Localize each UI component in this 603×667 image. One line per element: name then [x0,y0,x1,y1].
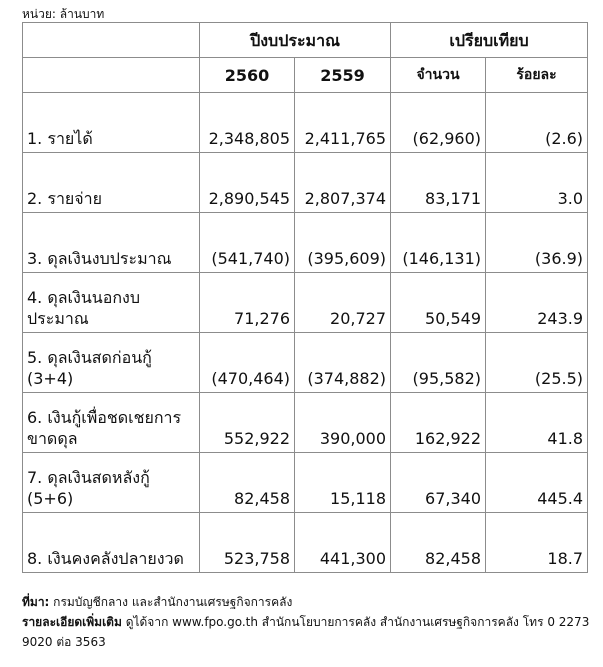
table-row [23,213,588,273]
cell-percent: (2.6) [486,93,588,153]
cell-amount: 82,458 [391,513,486,573]
cell-2560: 552,922 [200,393,295,453]
cell-2560: 82,458 [200,453,295,513]
cell-2559: (395,609) [295,213,391,273]
cell-amount: 67,340 [391,453,486,513]
row-label: 2. รายจ่าย [23,153,200,213]
cell-2560: 2,890,545 [200,153,295,213]
header-row-columns [23,58,588,93]
source-text: กรมบัญชีกลาง และสำนักงานเศรษฐกิจการคลัง [49,595,293,609]
row-label: 7. ดุลเงินสดหลังกู้ (5+6) [23,453,200,513]
fiscal-table [22,22,588,573]
table-row [23,333,588,393]
cell-amount: (95,582) [391,333,486,393]
cell-percent: 41.8 [486,393,588,453]
cell-2560: (541,740) [200,213,295,273]
cell-amount: 162,922 [391,393,486,453]
table-row [23,273,588,333]
header-year-2559: 2559 [295,58,391,93]
cell-percent: (36.9) [486,213,588,273]
cell-amount: (62,960) [391,93,486,153]
cell-2559: 15,118 [295,453,391,513]
cell-2560: (470,464) [200,333,295,393]
detail-text: ดูได้จาก www.fpo.go.th สำนักนโยบายการคลัง สำนักงานเศรษฐกิจการคลัง โทร 0 2273 9020 ต่อ 3563 [22,615,590,649]
cell-percent: 445.4 [486,453,588,513]
header-year-2560: 2560 [200,58,295,93]
cell-2560: 71,276 [200,273,295,333]
row-label: 6. เงินกู้เพื่อชดเชยการขาดดุล [23,393,200,453]
row-label: 4. ดุลเงินนอกงบประมาณ [23,273,200,333]
cell-percent: 18.7 [486,513,588,573]
table-row [23,153,588,213]
cell-percent: (25.5) [486,333,588,393]
header-blank [23,23,200,58]
header-amount: จำนวน [391,58,486,93]
table-row [23,393,588,453]
table-row [23,453,588,513]
cell-amount: 83,171 [391,153,486,213]
cell-2559: 390,000 [295,393,391,453]
cell-2560: 2,348,805 [200,93,295,153]
header-budget-year: ปีงบประมาณ [200,23,391,58]
cell-2559: 20,727 [295,273,391,333]
cell-percent: 3.0 [486,153,588,213]
source-line [22,592,592,612]
table-row [23,93,588,153]
cell-2559: 2,411,765 [295,93,391,153]
row-label: 3. ดุลเงินงบประมาณ [23,213,200,273]
cell-amount: 50,549 [391,273,486,333]
row-label: 5. ดุลเงินสดก่อนกู้ (3+4) [23,333,200,393]
header-comparison: เปรียบเทียบ [391,23,588,58]
cell-2559: 441,300 [295,513,391,573]
cell-2559: 2,807,374 [295,153,391,213]
table-row [23,513,588,573]
footer-notes [22,592,592,652]
cell-amount: (146,131) [391,213,486,273]
detail-line [22,612,592,652]
header-percent: ร้อยละ [486,58,588,93]
unit-label: หน่วย: ล้านบาท [22,7,105,21]
row-label: 8. เงินคงคลังปลายงวด [23,513,200,573]
header-row-groups [23,23,588,58]
cell-2560: 523,758 [200,513,295,573]
detail-label: รายละเอียดเพิ่มเติม [22,615,122,629]
header-blank-2 [23,58,200,93]
source-label: ที่มา: [22,595,50,609]
cell-2559: (374,882) [295,333,391,393]
cell-percent: 243.9 [486,273,588,333]
row-label: 1. รายได้ [23,93,200,153]
